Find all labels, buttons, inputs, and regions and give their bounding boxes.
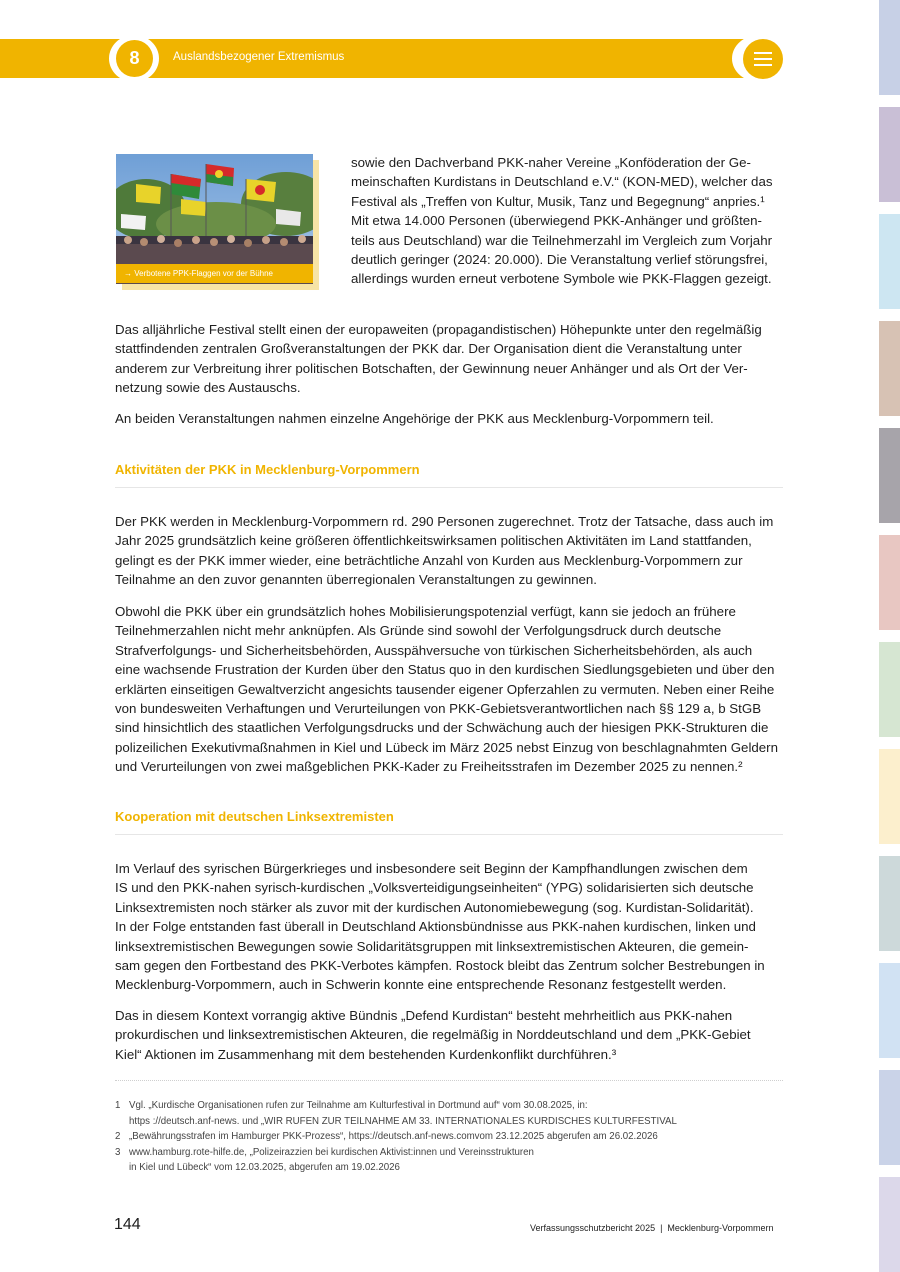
footnote-text: in Kiel und Lübeck“ vom 12.03.2025, abgerufen am 19.02.2026 (129, 1162, 400, 1173)
text-line: linksextremistischen Bewegungen sowie Solidaritätsgruppen mit linksextremistischen Akteuren, die gemein- (115, 938, 749, 954)
text-line: Im Verlauf des syrischen Bürgerkrieges und insbesondere seit Beginn der Kampfhandlungen zwischen dem (115, 861, 748, 876)
side-tab-10[interactable] (879, 963, 900, 1058)
photo-caption-text: Verbotene PPK-Flaggen vor der Bühne (134, 269, 273, 278)
side-tab-7[interactable] (879, 642, 900, 737)
festival-paragraph (115, 320, 795, 398)
text-line: eine wachsende Frustration der Kurden über den Status quo in den kurdischen Siedlungsgebieten und über den (115, 662, 775, 678)
section-heading-pkk-mv: Aktivitäten der PKK in Mecklenburg-Vorpommern (115, 462, 420, 477)
text-line: Mit etwa 14.000 Personen (überwiegend PKK-Anhänger und größten- (351, 213, 762, 229)
text-line: polizeilichen Exekutivmaßnahmen in Kiel und Lübeck im März 2025 nebst Einzug von beschlagnahmten Geldern (115, 739, 779, 755)
text-line: stattfindenden zentralen Großveranstaltungen der PKK dar. Der Organisation dient die Veranstaltung unter (115, 341, 742, 357)
text-line: sowie den Dachverband PKK-naher Vereine „Konföderation der Ge- (351, 155, 751, 170)
section-divider (115, 834, 783, 835)
footnote-text: www.hamburg.rote-hilfe.de, „Polizeirazzien bei kurdischen Aktivist:innen und Vereinsstrukturen (129, 1146, 534, 1158)
side-tab-11[interactable] (879, 1070, 900, 1165)
text-line: anderem zur Verbreitung ihrer politischen Botschaften, der Gewinnung neuer Anhänger und als Ort der Ver- (115, 360, 748, 376)
side-tab-2[interactable] (879, 107, 900, 202)
text-line: netzung sowie des Austauschs. (115, 380, 301, 396)
text-line: meinschaften Kurdistans in Deutschland e.V.“ (KON-MED), welcher das (351, 174, 773, 190)
text-line: sam gegen den Fortbestand des PKK-Verbotes kämpfen. Rostock bleibt das Zentrum solcher Bestrebungen in (115, 958, 765, 974)
menu-icon[interactable] (743, 39, 783, 79)
text-line: allerdings wurden erneut verbotene Symbole wie PKK-Flaggen gezeigt. (351, 271, 772, 287)
side-tab-9[interactable] (879, 856, 900, 951)
footnote-2 (115, 1129, 775, 1145)
side-tab-4[interactable] (879, 321, 900, 416)
text-line: Kiel“ Aktionen im Zusammenhang mit dem bestehenden Kurdenkonflikt durchführen.³ (115, 1046, 617, 1062)
chapter-title: Auslandsbezogener Extremismus (173, 51, 345, 63)
footnote-divider (115, 1080, 783, 1081)
page-number: 144 (114, 1216, 141, 1233)
side-tab-5[interactable] (879, 428, 900, 523)
arrow-right-icon: → (124, 269, 132, 278)
footnote-number: 1 (115, 1100, 121, 1111)
text-line: prokurdischen und linksextremistischen Akteuren, die regelmäßig in Norddeutschland und dem „PKK-Gebiet (115, 1027, 751, 1043)
text-line: An beiden Veranstaltungen nahmen einzelne Angehörige der PKK aus Mecklenburg-Vorpommern teil. (115, 411, 714, 426)
footnote-text: Vgl. „Kurdische Organisationen rufen zur Teilnahme am Kulturfestival in Dortmund auf“ vom 30.08.2025, in: (129, 1100, 588, 1111)
chapter-number: 8 (116, 40, 153, 77)
linksextremisten-paragraph-2 (115, 1006, 795, 1064)
section-divider (115, 487, 783, 488)
pkk-mv-paragraph-2 (115, 602, 795, 777)
text-line: erklärten einseitigen Gewaltverzicht angesichts tausender eigener Opferzahlen zu vermuten. Neben einer Reihe (115, 681, 775, 697)
text-line: Das alljährliche Festival stellt einen der europaweiten (propagandistischen) Höhepunkte unter den regelmäßig (115, 322, 762, 337)
text-line: Jahr 2025 grundsätzlich keine größeren öffentlichkeitswirksamen politischen Aktivitäten im Land stattfanden, (115, 533, 752, 549)
text-line: sind hinsichtlich des staatlichen Verfolgungsdrucks und der Schwächung auch der hiesigen PKK-Strukturen die (115, 720, 769, 736)
text-line: deutlich geringer (2024: 20.000). Die Veranstaltung verlief störungsfrei, (351, 252, 768, 268)
photo-caption (116, 264, 313, 283)
text-line: und Verurteilungen von zwei maßgeblichen PKK-Kader zu Freiheitsstrafen im Dezember 2025 zu nennen.² (115, 759, 743, 775)
text-line: In der Folge entstanden fast überall in Deutschland Aktionsbündnisse aus PKK-nahen kurdischen, linken und (115, 919, 756, 935)
text-line: Teilnahme an den zuvor genannten überregionalen Veranstaltungen zu gewinnen. (115, 572, 597, 588)
text-line: Mecklenburg-Vorpommern, auch in Schwerin konnte eine entsprechende Resonanz festgestellt werden. (115, 977, 727, 993)
side-tab-6[interactable] (879, 535, 900, 630)
footnote-number: 2 (115, 1131, 121, 1142)
side-tab-12[interactable] (879, 1177, 900, 1272)
footnote-number: 3 (115, 1146, 121, 1158)
footnote-text: https ://deutsch.anf-news. und „WIR RUFEN ZUR TEILNAHME AM 33. INTERNATIONALES KURDISCHES KULTURFESTIVAL (129, 1115, 677, 1127)
footnotes (115, 1098, 775, 1176)
text-line: Strafverfolgungs- und Sicherheitsbehörden, Ausspähversuche von türkischen Sicherheitsbehörden, als auch (115, 642, 753, 658)
text-line: IS und den PKK-nahen syrisch-kurdischen „Volksverteidigungseinheiten“ (YPG) solidarisierten sich deutsche (115, 880, 754, 896)
footnote-3 (115, 1145, 775, 1161)
text-line: teils aus Deutschland) war die Teilnehmerzahl im Vergleich zum Vorjahr (351, 232, 773, 248)
text-line: Festival als „Treffen von Kultur, Musik, Tanz und Begegnung“ anpries.¹ (351, 193, 765, 209)
side-tab-3[interactable] (879, 214, 900, 309)
side-tab-8[interactable] (879, 749, 900, 844)
text-line: von bundesweiten Verhaftungen und Verurteilungen von PKK-Gebietsverantwortlichen nach §§ 129 a, b StGB (115, 701, 762, 717)
footnote-1 (115, 1098, 775, 1114)
text-line: Der PKK werden in Mecklenburg-Vorpommern rd. 290 Personen zugerechnet. Trotz der Tatsache, dass auch im (115, 514, 774, 529)
text-line: Teilnehmerzahlen nicht mehr anknüpfen. Als Gründe sind sowohl der Verfolgungsdruck durch deutsche (115, 623, 722, 639)
text-line: Das in diesem Kontext vorrangig aktive Bündnis „Defend Kurdistan“ besteht mehrheitlich aus PKK-nahen (115, 1008, 733, 1023)
side-tab-1[interactable] (879, 0, 900, 95)
intro-paragraph (351, 153, 791, 289)
section-heading-linksextremisten: Kooperation mit deutschen Linksextremisten (115, 809, 394, 824)
publication-title: Verfassungsschutzbericht 2025 | Mecklenburg-Vorpommern (530, 1223, 774, 1233)
pkk-mv-paragraph-1 (115, 512, 795, 590)
linksextremisten-paragraph-1 (115, 859, 795, 995)
footnote-text: „Bewährungsstrafen im Hamburger PKK-Prozess“, https://deutsch.anf-news.comvom 23.12.2025 abgerufen am 26.02.2026 (129, 1131, 658, 1142)
text-line: Linksextremisten noch stärker als zuvor mit der kurdischen Autonomiebewegung (sog. Kurdistan-Solidarität). (115, 899, 754, 915)
participation-paragraph (115, 409, 795, 428)
text-line: gelingt es der PKK immer wieder, eine beträchtliche Anzahl von Kurden aus Mecklenburg-Vorpommern zur (115, 552, 743, 568)
text-line: Obwohl die PKK über ein grundsätzlich hohes Mobilisierungspotenzial verfügt, kann sie jedoch an frühere (115, 604, 736, 619)
